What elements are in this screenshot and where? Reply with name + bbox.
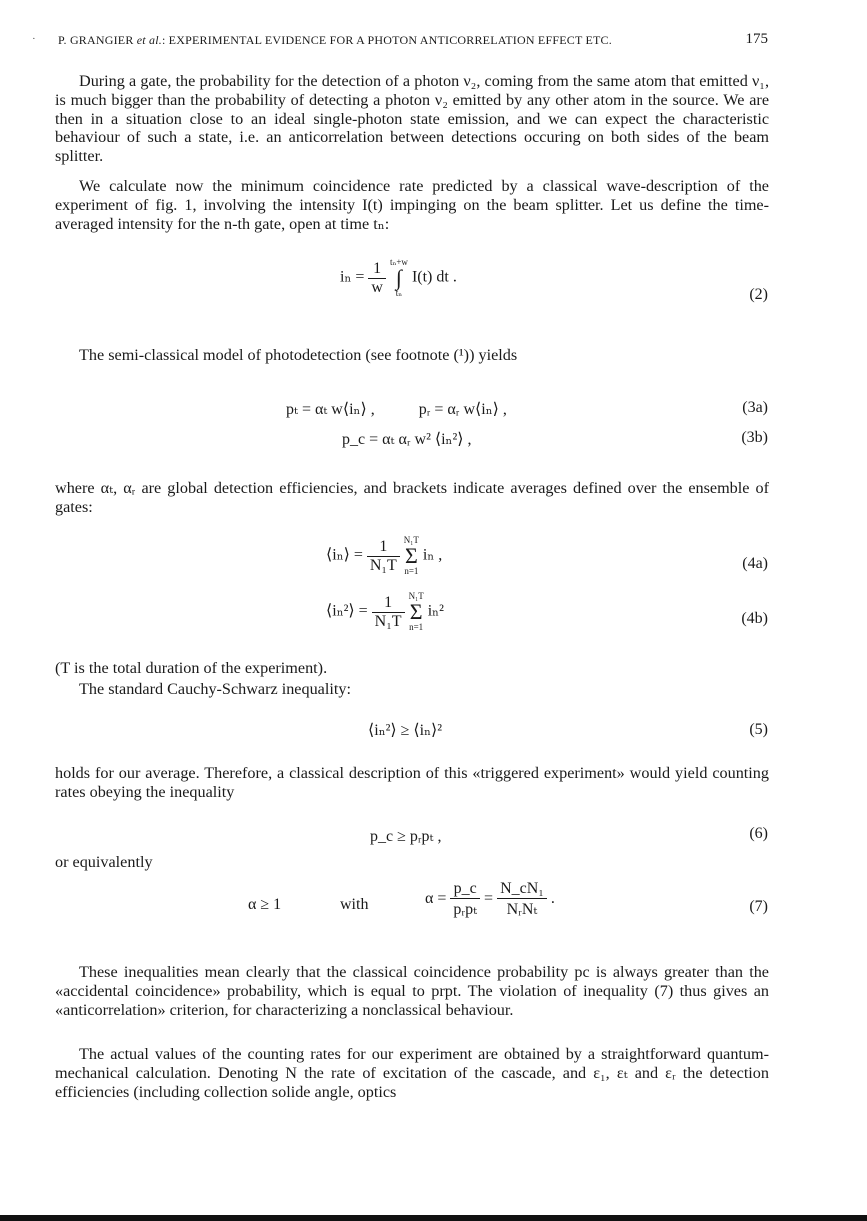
paragraph-6: The standard Cauchy-Schwarz inequality:	[79, 680, 351, 698]
paragraph-10: The actual values of the counting rates for our experiment are obtained by a straightforward quantum-mechanical calculation. Denoting N the rate of excitation of the cascade, and ε₁, εₜ and εᵣ the detection efficiencies (including collection solide angle, optics	[55, 1045, 769, 1101]
eq4b-numerator: 1	[372, 594, 405, 613]
eq4b-upper-limit: N₁T	[408, 591, 424, 601]
eq3a-number: (3a)	[742, 399, 768, 416]
eq3b-number: (3b)	[741, 429, 768, 446]
equation-4b	[326, 592, 444, 632]
eq4a-lhs: ⟨iₙ⟩ =	[326, 546, 363, 564]
eq2-number: (2)	[749, 286, 768, 303]
eq7-equals: =	[484, 890, 494, 908]
eq7-lhs: α =	[425, 890, 447, 908]
paragraph-2: We calculate now the minimum coincidence rate predicted by a classical wave-description of the experiment of fig. 1, involving the intensity I(t) impinging on the beam splitter. Let us define the time-averaged intensity for the n-th gate, open at time tₙ:	[55, 177, 769, 233]
eq6-number: (6)	[749, 825, 768, 842]
eq3a-right: pᵣ = αᵣ w⟨iₙ⟩ ,	[418, 401, 507, 418]
eq4b-lower-limit: n=1	[409, 622, 424, 632]
running-header	[32, 31, 768, 53]
eq4a-lower-limit: n=1	[404, 566, 419, 576]
eq2-integral	[390, 258, 408, 298]
eq4b-rhs: iₙ²	[427, 602, 444, 620]
eq2-lower-limit: tₙ	[395, 288, 403, 298]
paragraph-1: During a gate, the probability for the detection of a photon ν₂, coming from the same atom that emitted ν₁, is much bigger than the probability of detecting a photon ν₂ emitted by any other atom in the source. We are then in a situation close to an ideal single-photon state emission, and we can expect the characteristic behaviour of such a state, i.e. an anticorrelation between detections occuring on both sides of the beam splitter.	[55, 72, 769, 166]
eq4a-rhs: iₙ ,	[422, 546, 443, 564]
equation-7	[425, 880, 555, 919]
eq4b-sum	[409, 592, 424, 632]
running-head-authors: P. GRANGIER	[58, 33, 134, 47]
eq4b-denominator: N₁T	[374, 612, 402, 630]
eq7-number: (7)	[749, 898, 768, 915]
eq5-number: (5)	[749, 721, 768, 738]
equation-2	[340, 258, 457, 298]
paragraph-4: where αₜ, αᵣ are global detection efficiencies, and brackets indicate averages defined over the ensemble of gates:	[55, 479, 769, 516]
eq2-integrand: I(t) dt .	[411, 268, 457, 286]
eq4a-denominator: N₁T	[369, 556, 397, 574]
paragraph-3: The semi-classical model of photodetection (see footnote (¹)) yields	[79, 346, 518, 364]
eq7-fraction-2	[497, 880, 547, 919]
eq7-period: .	[550, 890, 555, 908]
equation-3b: p_c = αₜ αᵣ w² ⟨iₙ²⟩ ,	[342, 431, 472, 448]
eq3a-left: pₜ = αₜ w⟨iₙ⟩ ,	[286, 401, 375, 418]
paragraph-5: (T is the total duration of the experiment).	[55, 659, 328, 677]
paragraph-7: holds for our average. Therefore, a classical description of this «triggered experiment» would yield counting rates obeying the inequality	[55, 764, 769, 801]
eq7-numerator-2: N_cN₁	[497, 880, 547, 899]
equation-5: ⟨iₙ²⟩ ≥ ⟨iₙ⟩²	[368, 722, 443, 739]
eq4b-number: (4b)	[741, 610, 768, 627]
eq4a-sum	[404, 536, 419, 576]
eq4a-fraction	[367, 538, 400, 575]
equation-3a	[286, 399, 507, 419]
eq4a-numerator: 1	[367, 538, 400, 557]
eq4a-number: (4a)	[742, 555, 768, 572]
equation-7-condition: α ≥ 1	[248, 896, 282, 913]
equation-6: p_c ≥ pᵣpₜ ,	[370, 828, 442, 845]
eq4a-sigma: Σ	[404, 543, 418, 568]
eq7-fraction-1	[450, 880, 480, 919]
running-head-title: : EXPERIMENTAL EVIDENCE FOR A PHOTON ANTICORRELATION EFFECT ETC.	[161, 33, 612, 47]
paragraph-9: These inequalities mean clearly that the classical coincidence probability pc is always greater than the «accidental coincidence» probability, which is equal to prpt. The violation of inequality (7) thus gives an «anticorrelation» criterion, for characterizing a nonclassical behaviour.	[55, 963, 769, 1019]
page-number: 175	[745, 31, 768, 47]
equation-7-with: with	[340, 896, 369, 913]
eq4a-upper-limit: N₁T	[403, 535, 419, 545]
eq2-integral-sign: ∫	[395, 265, 402, 290]
eq2-denominator: w	[371, 278, 383, 296]
eq4b-sigma: Σ	[409, 599, 423, 624]
running-head-etal: et al.	[136, 33, 162, 47]
eq2-lhs: iₙ =	[340, 268, 365, 286]
eq2-numerator: 1	[368, 260, 386, 279]
running-head	[58, 33, 612, 48]
eq7-numerator-1: p_c	[450, 880, 480, 899]
equation-4a	[326, 536, 442, 576]
margin-mark: ·	[32, 33, 36, 45]
scan-edge-bar	[0, 1215, 867, 1221]
eq7-denominator-2: NᵣNₜ	[506, 901, 538, 918]
eq2-upper-limit: tₙ+w	[389, 257, 408, 267]
eq4b-lhs: ⟨iₙ²⟩ =	[326, 602, 368, 620]
eq2-fraction	[368, 260, 386, 297]
paragraph-8: or equivalently	[55, 853, 153, 871]
eq4b-fraction	[372, 594, 405, 631]
eq7-denominator-1: pᵣpₜ	[453, 901, 478, 918]
